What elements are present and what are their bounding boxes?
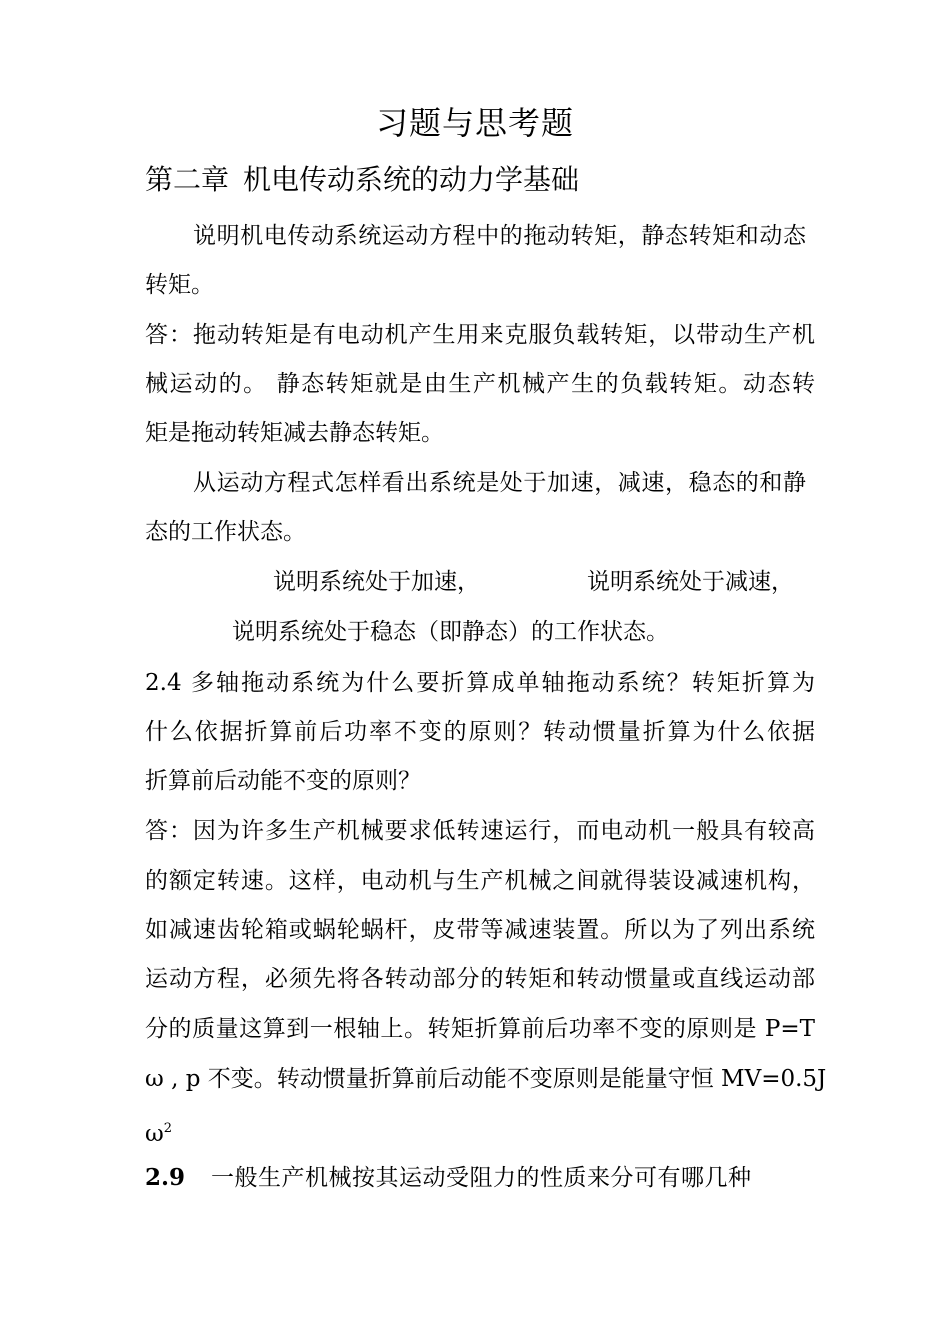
answer-2-4-line-2: 的额定转速。这样，电动机与生产机械之间就得装设减速机构，: [145, 868, 815, 894]
question-2-4-line-2: 什么依据折算前后功率不变的原则？转动惯量折算为什么依据: [145, 719, 815, 745]
question-2-line-1: 从运动方程式怎样看出系统是处于加速，减速，稳态的和静: [193, 470, 806, 496]
answer-2-decelerating: 说明系统处于减速，: [587, 569, 794, 595]
answer-1-line-1: 答：拖动转矩是有电动机产生用来克服负载转矩，以带动生产机: [145, 322, 815, 348]
question-2-9-line-1: [145, 1163, 815, 1193]
question-1-line-2: 转矩。: [145, 272, 214, 298]
answer-2-4-line-7: [145, 1114, 815, 1149]
answer-2-steady-state: 说明系统处于稳态（即静态）的工作状态。: [232, 619, 669, 645]
question-2-line-2: 态的工作状态。: [145, 519, 306, 545]
chapter-heading: [145, 162, 579, 198]
answer-1-line-2: 械运动的。 静态转矩就是由生产机械产生的负载转矩。动态转: [145, 371, 815, 397]
chapter-number: 第二章: [145, 163, 230, 196]
omega-symbol: ω: [145, 1121, 164, 1147]
question-2-9-text: 一般生产机械按其运动受阻力的性质来分可有哪几种: [211, 1165, 752, 1191]
page-title: 习题与思考题: [375, 104, 574, 142]
answer-2-accelerating: 说明系统处于加速，: [273, 569, 480, 595]
question-2-4-line-3: 折算前后动能不变的原则？: [145, 768, 421, 794]
chapter-name: 机电传动系统的动力学基础: [243, 163, 580, 196]
question-2-4-line-1: 2.4 多轴拖动系统为什么要折算成单轴拖动系统？转矩折算为: [145, 670, 815, 696]
question-2-9-number: 2.9: [145, 1164, 186, 1191]
answer-2-4-line-6: ω , p 不变。转动惯量折算前后动能不变原则是能量守恒 MV=0.5J: [145, 1066, 827, 1092]
question-1-line-1: 说明机电传动系统运动方程中的拖动转矩，静态转矩和动态: [193, 223, 806, 249]
superscript-exponent: 2: [163, 1121, 173, 1136]
answer-2-4-line-4: 运动方程，必须先将各转动部分的转矩和转动惯量或直线运动部: [145, 966, 815, 992]
answer-2-4-line-5: 分的质量这算到一根轴上。转矩折算前后功率不变的原则是 P=T: [145, 1016, 815, 1042]
answer-2-4-line-1: 答：因为许多生产机械要求低转速运行，而电动机一般具有较高: [145, 818, 815, 844]
answer-2-4-line-3: 如减速齿轮箱或蜗轮蜗杆，皮带等减速装置。所以为了列出系统: [145, 917, 815, 943]
answer-1-line-3: 矩是拖动转矩减去静态转矩。: [145, 420, 444, 446]
